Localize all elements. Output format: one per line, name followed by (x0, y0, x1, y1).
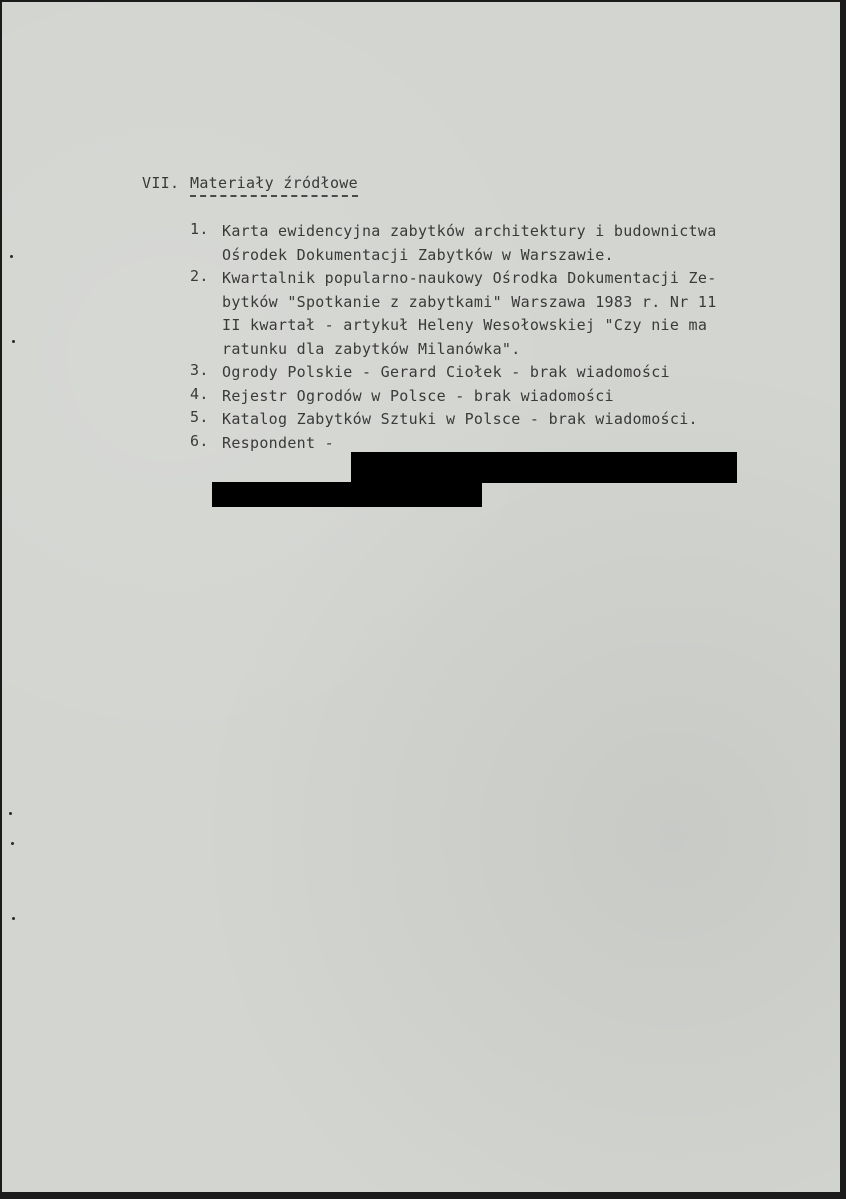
source-list (190, 220, 780, 455)
item-text-line: bytków "Spotkanie z zabytkami" Warszawa 1983 r. Nr 11 (222, 292, 717, 311)
scan-speck (11, 842, 14, 845)
item-number: 6. (190, 431, 209, 450)
item-text-line: Katalog Zabytków Sztuki w Polsce - brak wiadomości. (222, 410, 698, 428)
scan-speck (12, 917, 15, 920)
list-item (190, 267, 780, 361)
document-page (2, 2, 840, 1192)
item-text-line: Respondent - (222, 433, 334, 452)
item-number: 1. (190, 220, 209, 238)
item-text-line: Kwartalnik popularno-naukowy Ośrodka Dokumentacji Ze- (222, 269, 717, 287)
list-item (190, 408, 780, 432)
scan-speck (12, 340, 15, 343)
list-item (190, 361, 780, 385)
item-number: 3. (190, 361, 209, 379)
item-text-line: Karta ewidencyjna zabytków architektury i budownictwa (222, 222, 717, 240)
item-text-line: Ogrody Polskie - Gerard Ciołek - brak wiadomości (222, 363, 670, 381)
redaction-bar (212, 482, 482, 507)
item-text-line: ratunku dla zabytków Milanówka". (222, 339, 521, 358)
section-title: Materiały źródłowe (190, 174, 358, 197)
scan-speck (9, 812, 12, 815)
item-number: 2. (190, 267, 209, 285)
item-text-line: Ośrodek Dokumentacji Zabytków w Warszawie. (222, 245, 614, 264)
redaction-bar (351, 452, 737, 483)
item-text-line: II kwartał - artykuł Heleny Wesołowskiej "Czy nie ma (222, 316, 708, 334)
section-heading (142, 174, 358, 197)
item-number: 4. (190, 384, 209, 403)
list-item (190, 220, 780, 267)
section-number: VII. (142, 174, 180, 192)
scan-speck (10, 255, 13, 258)
item-text-line: Rejestr Ogrodów w Polsce - brak wiadomości (222, 386, 614, 405)
list-item (190, 385, 780, 409)
item-number: 5. (190, 408, 209, 426)
